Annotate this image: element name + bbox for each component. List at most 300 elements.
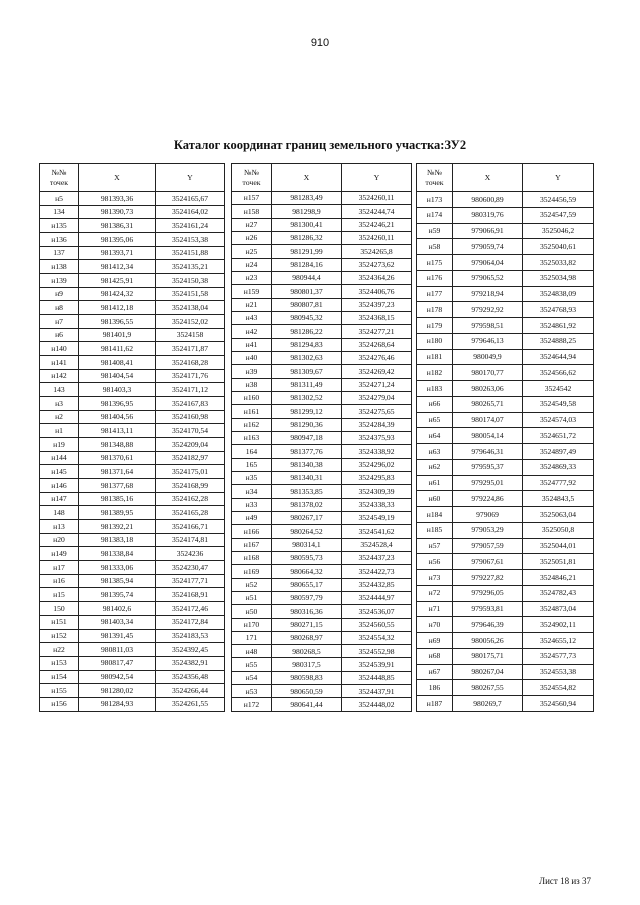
y-coordinate: 3524165,28 bbox=[156, 506, 225, 520]
x-coordinate: 979646,39 bbox=[453, 617, 523, 633]
y-coordinate: 3524432,85 bbox=[342, 578, 412, 591]
table-row bbox=[232, 565, 412, 578]
table-row bbox=[40, 342, 225, 356]
y-header: Y bbox=[342, 164, 412, 192]
y-coordinate: 3524167,83 bbox=[156, 397, 225, 411]
y-coordinate: 3524549,58 bbox=[523, 396, 594, 412]
point-number: н35 bbox=[232, 471, 272, 484]
table-row bbox=[417, 491, 594, 507]
x-coordinate: 981385,94 bbox=[79, 574, 156, 588]
x-coordinate: 981424,32 bbox=[79, 287, 156, 301]
table-row bbox=[40, 328, 225, 342]
x-coordinate: 980600,89 bbox=[453, 192, 523, 208]
table-row bbox=[40, 643, 225, 657]
point-number: н149 bbox=[40, 547, 79, 561]
y-coordinate: 3524174,81 bbox=[156, 533, 225, 547]
x-coordinate: 979066,91 bbox=[453, 223, 523, 239]
y-coordinate: 3524552,98 bbox=[342, 645, 412, 658]
y-coordinate: 3524437,91 bbox=[342, 685, 412, 698]
y-coordinate: 3524168,28 bbox=[156, 356, 225, 370]
table-row bbox=[232, 471, 412, 484]
point-number: н139 bbox=[40, 274, 79, 288]
table-row bbox=[232, 391, 412, 404]
point-number: н6 bbox=[40, 328, 79, 342]
y-coordinate: 3524777,92 bbox=[523, 475, 594, 491]
point-number: н61 bbox=[417, 475, 453, 491]
x-coordinate: 981396,95 bbox=[79, 397, 156, 411]
point-number: н63 bbox=[417, 444, 453, 460]
y-coordinate: 3524554,82 bbox=[523, 680, 594, 696]
table-row bbox=[417, 585, 594, 601]
y-coordinate: 3525040,61 bbox=[523, 239, 594, 255]
sheet-footer: Лист 18 из 37 bbox=[539, 876, 591, 886]
table-row bbox=[232, 405, 412, 418]
point-number: н65 bbox=[417, 412, 453, 428]
y-coordinate: 3524171,12 bbox=[156, 383, 225, 397]
y-coordinate: 3524782,43 bbox=[523, 585, 594, 601]
x-coordinate: 981378,02 bbox=[272, 498, 342, 511]
y-coordinate: 3524902,11 bbox=[523, 617, 594, 633]
table-row bbox=[40, 219, 225, 233]
point-number: н23 bbox=[232, 271, 272, 284]
header-points-word: точек bbox=[242, 177, 261, 187]
point-number: н68 bbox=[417, 648, 453, 664]
y-coordinate: 3524869,33 bbox=[523, 459, 594, 475]
y-coordinate: 3524392,45 bbox=[156, 643, 225, 657]
y-coordinate: 3524873,04 bbox=[523, 601, 594, 617]
point-number: н67 bbox=[417, 664, 453, 680]
y-coordinate: 3524364,26 bbox=[342, 271, 412, 284]
header-numbering-sign: №№ bbox=[427, 167, 442, 177]
x-coordinate: 980268,97 bbox=[272, 631, 342, 644]
x-coordinate: 980263,06 bbox=[453, 381, 523, 397]
point-number: н142 bbox=[40, 369, 79, 383]
x-coordinate: 979227,82 bbox=[453, 570, 523, 586]
x-coordinate: 979064,04 bbox=[453, 255, 523, 271]
table-row bbox=[40, 547, 225, 561]
table-row bbox=[417, 444, 594, 460]
point-number: н160 bbox=[232, 391, 272, 404]
y-coordinate: 3525044,01 bbox=[523, 538, 594, 554]
table-row bbox=[417, 381, 594, 397]
y-coordinate: 3524295,83 bbox=[342, 471, 412, 484]
point-number: н60 bbox=[417, 491, 453, 507]
y-coordinate: 3524406,76 bbox=[342, 285, 412, 298]
table-row bbox=[40, 629, 225, 643]
table-row bbox=[232, 445, 412, 458]
point-number: н167 bbox=[232, 538, 272, 551]
point-number: н15 bbox=[40, 588, 79, 602]
y-coordinate: 3524162,28 bbox=[156, 492, 225, 506]
point-number: н26 bbox=[232, 231, 272, 244]
y-coordinate: 3524422,73 bbox=[342, 565, 412, 578]
y-coordinate: 3524161,24 bbox=[156, 219, 225, 233]
table-header-row bbox=[232, 164, 412, 192]
point-number: н56 bbox=[417, 554, 453, 570]
x-coordinate: 981383,18 bbox=[79, 533, 156, 547]
point-number: н180 bbox=[417, 333, 453, 349]
table-row bbox=[232, 551, 412, 564]
x-coordinate: 981401,9 bbox=[79, 328, 156, 342]
point-number: н42 bbox=[232, 325, 272, 338]
x-coordinate: 980269,7 bbox=[453, 696, 523, 712]
x-coordinate: 981286,32 bbox=[272, 231, 342, 244]
page-number: 910 bbox=[310, 37, 330, 49]
table-row bbox=[417, 255, 594, 271]
y-coordinate: 3524135,21 bbox=[156, 260, 225, 274]
y-coordinate: 3524651,72 bbox=[523, 428, 594, 444]
y-coordinate: 3524644,94 bbox=[523, 349, 594, 365]
table-row bbox=[417, 680, 594, 696]
x-coordinate: 979598,51 bbox=[453, 318, 523, 334]
x-coordinate: 981280,02 bbox=[79, 684, 156, 698]
table-row bbox=[40, 465, 225, 479]
table-row bbox=[417, 318, 594, 334]
table-row bbox=[232, 231, 412, 244]
table-row bbox=[40, 233, 225, 247]
table-row bbox=[40, 301, 225, 315]
x-coordinate: 979593,81 bbox=[453, 601, 523, 617]
point-number: н173 bbox=[417, 192, 453, 208]
table-row bbox=[232, 365, 412, 378]
table-row bbox=[417, 648, 594, 664]
point-number: н184 bbox=[417, 507, 453, 523]
table-row bbox=[417, 633, 594, 649]
table-row bbox=[232, 311, 412, 324]
point-number: 134 bbox=[40, 205, 79, 219]
point-number: н169 bbox=[232, 565, 272, 578]
x-coordinate: 980049,9 bbox=[453, 349, 523, 365]
x-coordinate: 980175,71 bbox=[453, 648, 523, 664]
y-coordinate: 3524542 bbox=[523, 381, 594, 397]
table-row bbox=[417, 554, 594, 570]
x-coordinate: 980271,15 bbox=[272, 618, 342, 631]
x-coordinate: 980811,03 bbox=[79, 643, 156, 657]
point-number: н177 bbox=[417, 286, 453, 302]
table-row bbox=[40, 410, 225, 424]
table-row bbox=[417, 270, 594, 286]
point-number: н145 bbox=[40, 465, 79, 479]
coordinates-table-1 bbox=[39, 163, 225, 712]
point-number: н48 bbox=[232, 645, 272, 658]
x-coordinate: 980598,83 bbox=[272, 671, 342, 684]
x-coordinate: 980170,77 bbox=[453, 365, 523, 381]
page-title: Каталог координат границ земельного участка:ЗУ2 bbox=[173, 138, 467, 152]
table-row bbox=[40, 438, 225, 452]
point-number: н20 bbox=[40, 533, 79, 547]
y-coordinate: 3524456,59 bbox=[523, 192, 594, 208]
x-coordinate: 981311,49 bbox=[272, 378, 342, 391]
y-coordinate: 3524382,91 bbox=[156, 656, 225, 670]
y-coordinate: 3524843,5 bbox=[523, 491, 594, 507]
point-number: н72 bbox=[417, 585, 453, 601]
point-number: н141 bbox=[40, 356, 79, 370]
x-coordinate: 980595,73 bbox=[272, 551, 342, 564]
point-number: н161 bbox=[232, 405, 272, 418]
point-number: н53 bbox=[232, 685, 272, 698]
x-coordinate: 981391,45 bbox=[79, 629, 156, 643]
x-coordinate: 980319,76 bbox=[453, 207, 523, 223]
y-coordinate: 3524397,23 bbox=[342, 298, 412, 311]
x-coordinate: 981412,18 bbox=[79, 301, 156, 315]
x-coordinate: 979053,29 bbox=[453, 522, 523, 538]
table-row bbox=[232, 458, 412, 471]
table-row bbox=[232, 671, 412, 684]
x-coordinate: 979295,01 bbox=[453, 475, 523, 491]
point-number: 164 bbox=[232, 445, 272, 458]
table-row bbox=[232, 431, 412, 444]
y-coordinate: 3524151,58 bbox=[156, 287, 225, 301]
point-number-header bbox=[232, 164, 272, 192]
y-coordinate: 3524277,21 bbox=[342, 325, 412, 338]
point-number: н41 bbox=[232, 338, 272, 351]
x-coordinate: 979057,59 bbox=[453, 538, 523, 554]
table-row bbox=[232, 285, 412, 298]
table-row bbox=[40, 506, 225, 520]
table-row bbox=[417, 239, 594, 255]
point-number: н38 bbox=[232, 378, 272, 391]
y-coordinate: 3525033,82 bbox=[523, 255, 594, 271]
point-number: н69 bbox=[417, 633, 453, 649]
y-coordinate: 3524549,19 bbox=[342, 511, 412, 524]
y-coordinate: 3524448,85 bbox=[342, 671, 412, 684]
y-coordinate: 3525050,8 bbox=[523, 522, 594, 538]
y-coordinate: 3525063,04 bbox=[523, 507, 594, 523]
x-coordinate: 981403,34 bbox=[79, 615, 156, 629]
table-row bbox=[40, 615, 225, 629]
y-coordinate: 3524150,38 bbox=[156, 274, 225, 288]
point-number: 186 bbox=[417, 680, 453, 696]
table-row bbox=[40, 287, 225, 301]
x-coordinate: 981396,55 bbox=[79, 315, 156, 329]
x-coordinate: 981348,88 bbox=[79, 438, 156, 452]
y-coordinate: 3524448,02 bbox=[342, 698, 412, 711]
y-coordinate: 3524172,84 bbox=[156, 615, 225, 629]
x-coordinate: 981371,64 bbox=[79, 465, 156, 479]
y-coordinate: 3524244,74 bbox=[342, 205, 412, 218]
y-coordinate: 3524266,44 bbox=[156, 684, 225, 698]
table-row bbox=[417, 412, 594, 428]
x-coordinate: 981299,12 bbox=[272, 405, 342, 418]
x-coordinate: 979646,31 bbox=[453, 444, 523, 460]
table-row bbox=[232, 645, 412, 658]
y-header: Y bbox=[523, 164, 594, 192]
table-row bbox=[232, 325, 412, 338]
table-row bbox=[40, 397, 225, 411]
point-number: н66 bbox=[417, 396, 453, 412]
point-number: н158 bbox=[232, 205, 272, 218]
y-coordinate: 3524560,55 bbox=[342, 618, 412, 631]
y-coordinate: 3524236 bbox=[156, 547, 225, 561]
point-number: н162 bbox=[232, 418, 272, 431]
x-coordinate: 980945,32 bbox=[272, 311, 342, 324]
x-coordinate: 979218,94 bbox=[453, 286, 523, 302]
table-header-row bbox=[417, 164, 594, 192]
y-coordinate: 3524246,21 bbox=[342, 218, 412, 231]
x-coordinate: 980664,32 bbox=[272, 565, 342, 578]
point-number: н144 bbox=[40, 451, 79, 465]
point-number: н182 bbox=[417, 365, 453, 381]
x-coordinate: 980317,5 bbox=[272, 658, 342, 671]
x-coordinate: 981353,85 bbox=[272, 485, 342, 498]
point-number: н9 bbox=[40, 287, 79, 301]
y-coordinate: 3524838,09 bbox=[523, 286, 594, 302]
table-row bbox=[417, 428, 594, 444]
x-coordinate: 981290,36 bbox=[272, 418, 342, 431]
table-row bbox=[40, 697, 225, 711]
point-number: н181 bbox=[417, 349, 453, 365]
point-number: н58 bbox=[417, 239, 453, 255]
x-coordinate: 980597,79 bbox=[272, 591, 342, 604]
y-coordinate: 3524356,48 bbox=[156, 670, 225, 684]
x-coordinate: 979224,86 bbox=[453, 491, 523, 507]
x-coordinate: 979065,52 bbox=[453, 270, 523, 286]
table-row bbox=[417, 538, 594, 554]
x-coordinate: 980807,81 bbox=[272, 298, 342, 311]
table-row bbox=[232, 658, 412, 671]
point-number: н140 bbox=[40, 342, 79, 356]
x-coordinate: 981284,16 bbox=[272, 258, 342, 271]
table-row bbox=[417, 696, 594, 712]
point-number: н51 bbox=[232, 591, 272, 604]
y-coordinate: 3524168,99 bbox=[156, 479, 225, 493]
x-coordinate: 981392,21 bbox=[79, 520, 156, 534]
table-row bbox=[417, 365, 594, 381]
table-row bbox=[417, 601, 594, 617]
y-coordinate: 3524547,59 bbox=[523, 207, 594, 223]
y-coordinate: 3524171,76 bbox=[156, 369, 225, 383]
y-coordinate: 3524338,92 bbox=[342, 445, 412, 458]
point-number: н33 bbox=[232, 498, 272, 511]
point-number: н138 bbox=[40, 260, 79, 274]
table-row bbox=[417, 192, 594, 208]
point-number: н175 bbox=[417, 255, 453, 271]
table-row bbox=[40, 670, 225, 684]
x-coordinate: 979292,92 bbox=[453, 302, 523, 318]
y-coordinate: 3524888,25 bbox=[523, 333, 594, 349]
point-number: н135 bbox=[40, 219, 79, 233]
table-row bbox=[232, 698, 412, 711]
table-row bbox=[40, 424, 225, 438]
x-coordinate: 980817,47 bbox=[79, 656, 156, 670]
x-coordinate: 981395,06 bbox=[79, 233, 156, 247]
y-coordinate: 3524655,12 bbox=[523, 633, 594, 649]
y-coordinate: 3524566,62 bbox=[523, 365, 594, 381]
y-coordinate: 3524846,21 bbox=[523, 570, 594, 586]
y-coordinate: 3524268,64 bbox=[342, 338, 412, 351]
point-number: 137 bbox=[40, 246, 79, 260]
table-row bbox=[40, 192, 225, 206]
x-coordinate: 981403,3 bbox=[79, 383, 156, 397]
table-row bbox=[232, 218, 412, 231]
table-row bbox=[417, 223, 594, 239]
y-coordinate: 3524170,54 bbox=[156, 424, 225, 438]
y-coordinate: 3524273,62 bbox=[342, 258, 412, 271]
table-row bbox=[417, 507, 594, 523]
x-coordinate: 981283,49 bbox=[272, 192, 342, 205]
point-number: н168 bbox=[232, 551, 272, 564]
point-number: н185 bbox=[417, 522, 453, 538]
table-row bbox=[40, 574, 225, 588]
point-number: н49 bbox=[232, 511, 272, 524]
y-coordinate: 3524574,03 bbox=[523, 412, 594, 428]
table-row bbox=[417, 664, 594, 680]
point-number-header bbox=[40, 164, 79, 192]
y-coordinate: 3524171,87 bbox=[156, 342, 225, 356]
table-row bbox=[417, 349, 594, 365]
y-coordinate: 3524536,07 bbox=[342, 605, 412, 618]
x-coordinate: 980268,5 bbox=[272, 645, 342, 658]
table-row bbox=[40, 479, 225, 493]
y-coordinate: 3525051,81 bbox=[523, 554, 594, 570]
point-number: н151 bbox=[40, 615, 79, 629]
table-row bbox=[232, 351, 412, 364]
point-number: н187 bbox=[417, 696, 453, 712]
point-number: н178 bbox=[417, 302, 453, 318]
y-coordinate: 3524560,94 bbox=[523, 696, 594, 712]
table-row bbox=[232, 685, 412, 698]
x-coordinate: 981291,99 bbox=[272, 245, 342, 258]
point-number: н19 bbox=[40, 438, 79, 452]
x-coordinate: 981412,34 bbox=[79, 260, 156, 274]
table-row bbox=[40, 246, 225, 260]
y-coordinate: 3524541,62 bbox=[342, 525, 412, 538]
y-coordinate: 3525034,98 bbox=[523, 270, 594, 286]
y-coordinate: 3524209,04 bbox=[156, 438, 225, 452]
table-row bbox=[232, 338, 412, 351]
x-coordinate: 980801,37 bbox=[272, 285, 342, 298]
y-coordinate: 3525046,2 bbox=[523, 223, 594, 239]
table-row bbox=[417, 459, 594, 475]
point-number: н16 bbox=[40, 574, 79, 588]
x-coordinate: 980264,52 bbox=[272, 525, 342, 538]
table-row bbox=[232, 511, 412, 524]
table-row bbox=[40, 315, 225, 329]
x-coordinate: 980265,71 bbox=[453, 396, 523, 412]
x-coordinate: 981309,67 bbox=[272, 365, 342, 378]
x-coordinate: 981425,91 bbox=[79, 274, 156, 288]
x-coordinate: 981284,93 bbox=[79, 697, 156, 711]
y-coordinate: 3524165,67 bbox=[156, 192, 225, 206]
point-number: н163 bbox=[232, 431, 272, 444]
table-row bbox=[40, 260, 225, 274]
table-row bbox=[232, 618, 412, 631]
x-header: X bbox=[453, 164, 523, 192]
point-number: н152 bbox=[40, 629, 79, 643]
x-coordinate: 981390,73 bbox=[79, 205, 156, 219]
table-row bbox=[40, 383, 225, 397]
y-coordinate: 3524368,15 bbox=[342, 311, 412, 324]
table-row bbox=[40, 520, 225, 534]
y-coordinate: 3524230,47 bbox=[156, 561, 225, 575]
table-row bbox=[232, 525, 412, 538]
header-points-word: точек bbox=[49, 177, 69, 187]
point-number: н17 bbox=[40, 561, 79, 575]
table-row bbox=[40, 588, 225, 602]
y-coordinate: 3524897,49 bbox=[523, 444, 594, 460]
y-coordinate: 3524175,01 bbox=[156, 465, 225, 479]
point-number: 171 bbox=[232, 631, 272, 644]
x-coordinate: 981386,31 bbox=[79, 219, 156, 233]
y-coordinate: 3524437,23 bbox=[342, 551, 412, 564]
point-number: н27 bbox=[232, 218, 272, 231]
x-coordinate: 981395,74 bbox=[79, 588, 156, 602]
point-number: н55 bbox=[232, 658, 272, 671]
x-coordinate: 980942,54 bbox=[79, 670, 156, 684]
y-header: Y bbox=[156, 164, 225, 192]
table-row bbox=[232, 498, 412, 511]
table-row bbox=[232, 205, 412, 218]
